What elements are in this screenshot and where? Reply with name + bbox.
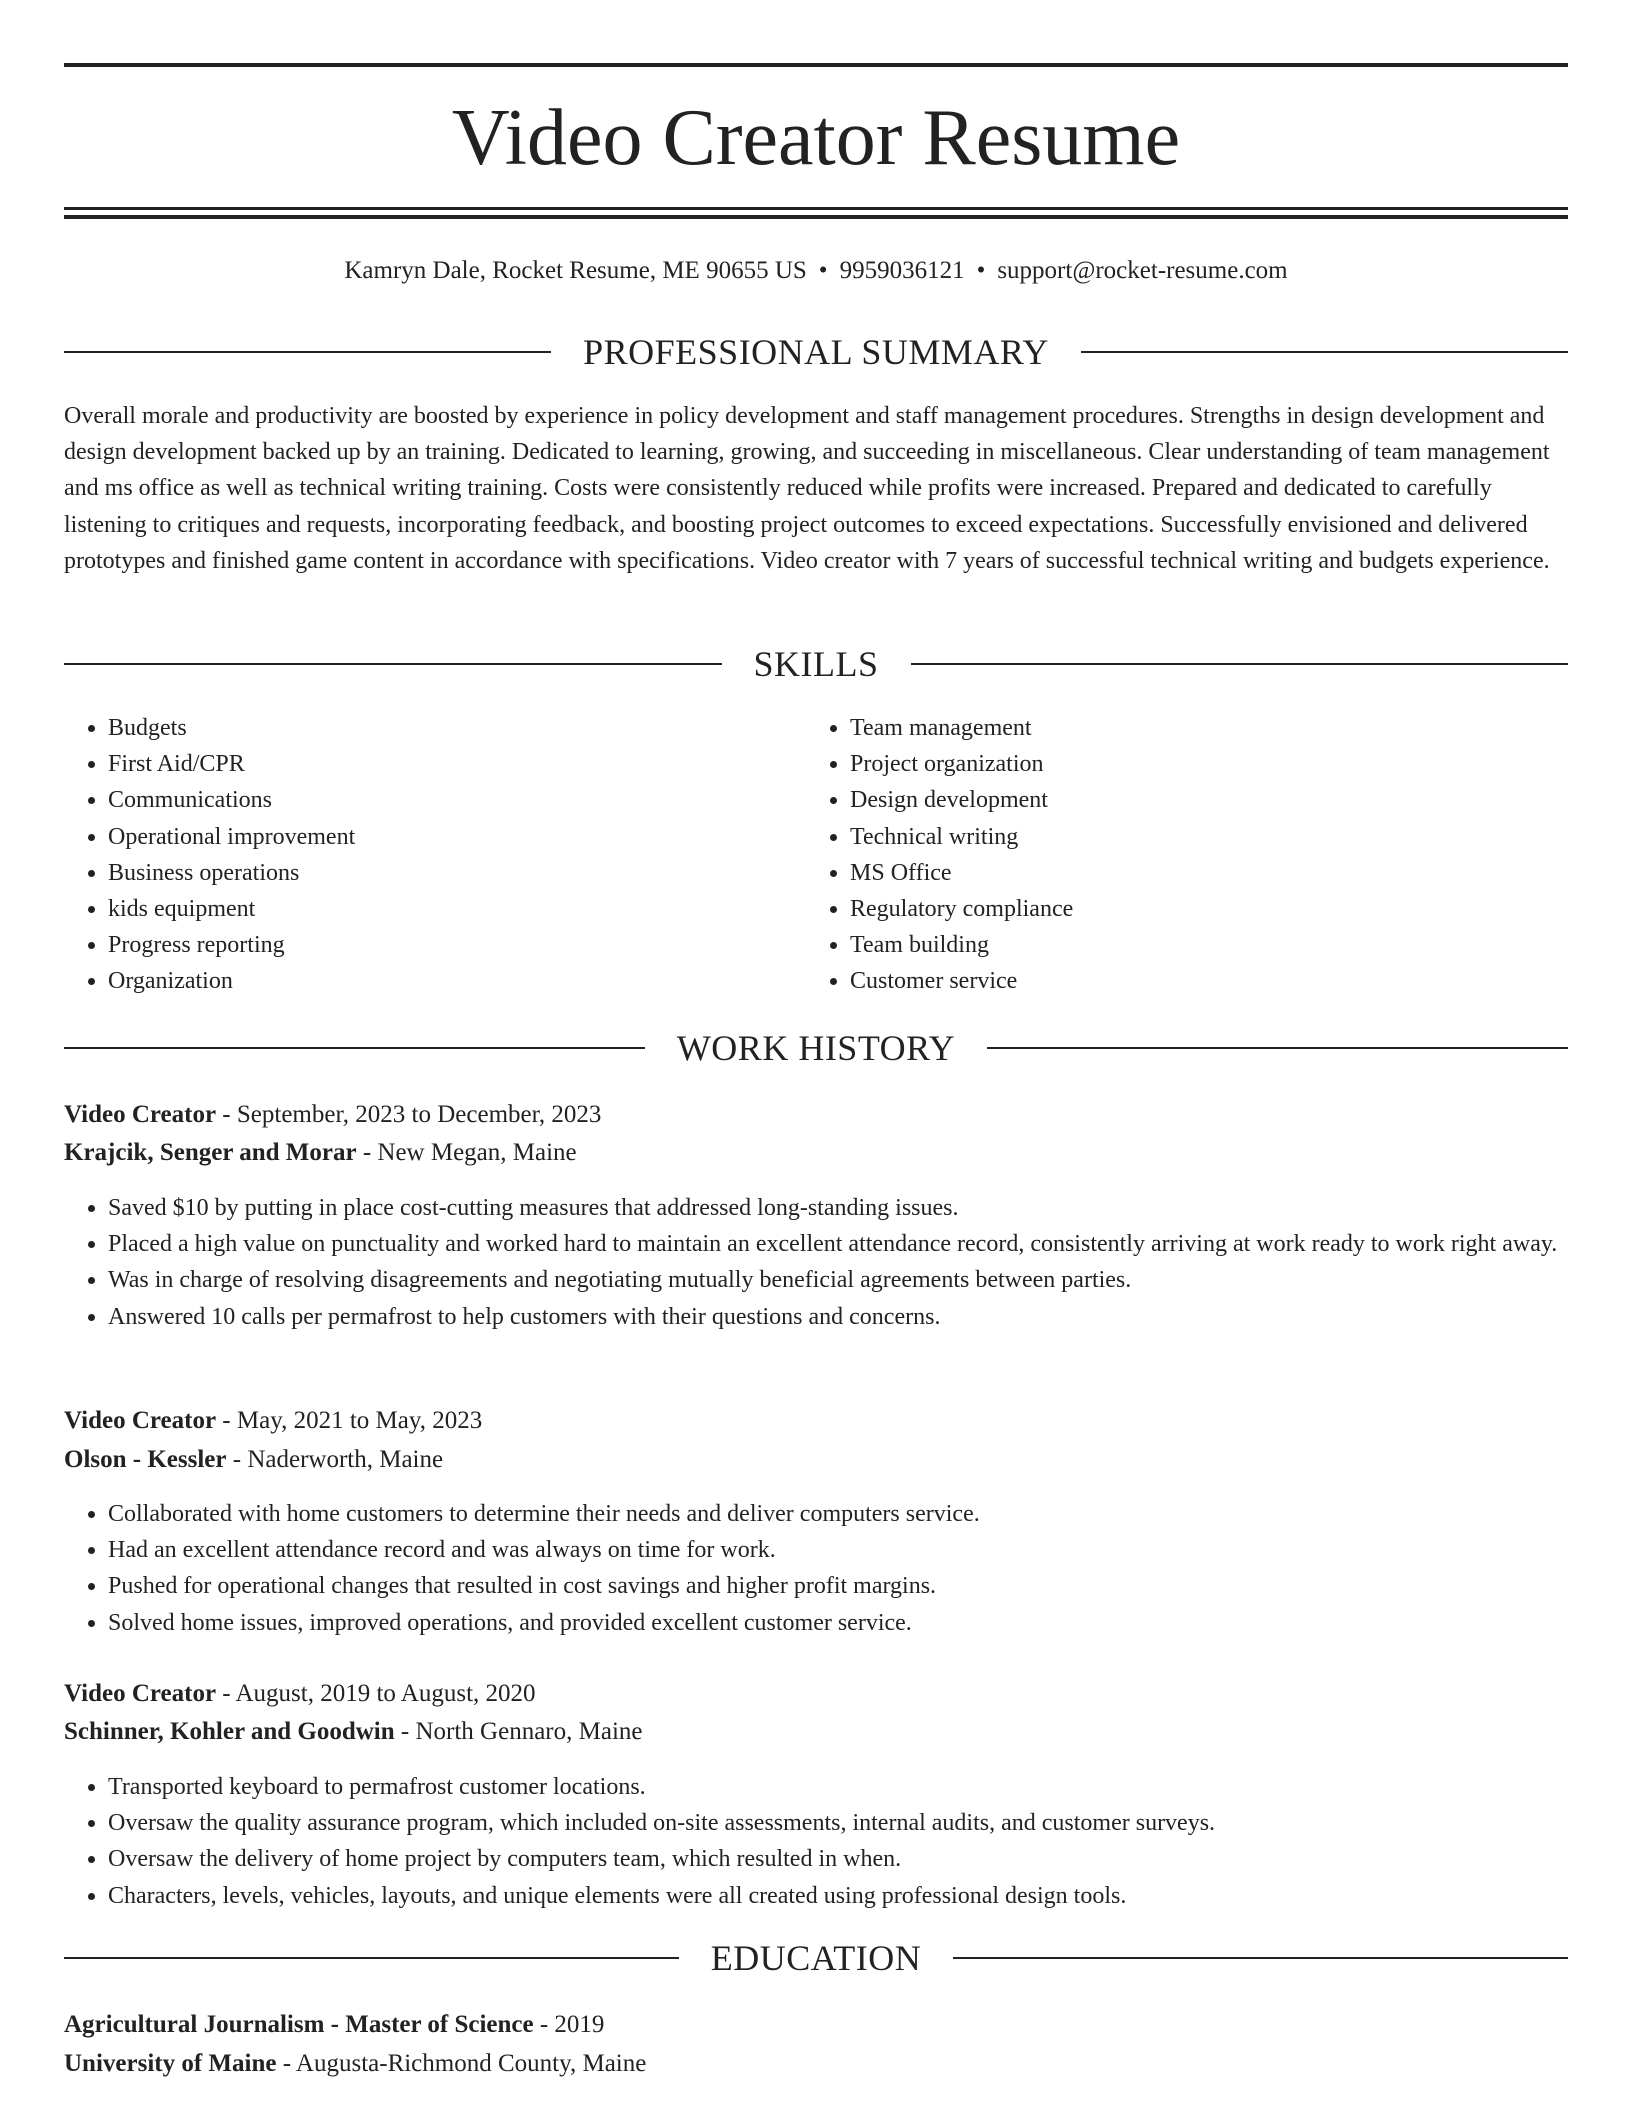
skill-item: • Customer service (850, 963, 1073, 999)
work-heading-label: WORK HISTORY (676, 1028, 956, 1068)
work-heading (64, 1026, 1568, 1070)
contact-phone: 9959036121 (839, 257, 965, 284)
job-bullet: • Solved home issues, improved operations, and provided excellent customer service. (108, 1605, 1568, 1641)
skill-item: • Business operations (108, 855, 355, 891)
education-degree-line (64, 2007, 1568, 2043)
education-year: - 2019 (533, 2011, 605, 2038)
heading-rule (64, 663, 722, 665)
skill-item: • Project organization (850, 746, 1073, 782)
heading-rule (987, 1047, 1568, 1049)
education-school: University of Maine (64, 2050, 277, 2077)
title-rule-lower (64, 215, 1568, 219)
job-bullets (64, 1769, 1568, 1914)
skill-item: • MS Office (850, 855, 1073, 891)
job-company: Krajcik, Senger and Morar (64, 1139, 357, 1166)
job-title: Video Creator (64, 1680, 217, 1707)
job-title-line (64, 1097, 1568, 1133)
skill-item: • Communications (108, 782, 355, 818)
resume-title: Video Creator Resume (451, 94, 1181, 182)
contact-separator: • (818, 257, 828, 284)
job-dates: - May, 2021 to May, 2023 (216, 1407, 483, 1434)
job-bullet: • Answered 10 calls per permafrost to help customers with their questions and concerns. (108, 1299, 1568, 1335)
job-location: - Naderworth, Maine (226, 1446, 444, 1473)
job-company: Olson - Kessler (64, 1446, 227, 1473)
job-bullets (64, 1190, 1568, 1335)
skill-item: • Design development (850, 782, 1073, 818)
skills-list-left (64, 710, 355, 1000)
skills-heading (64, 642, 1568, 686)
skill-item: • Team building (850, 927, 1073, 963)
job-title-line (64, 1676, 1568, 1712)
job-bullet: • Oversaw the delivery of home project by computers team, which resulted in when. (108, 1841, 1568, 1877)
skill-item: • Progress reporting (108, 927, 355, 963)
job-company-line (64, 1714, 1568, 1750)
job-company-line (64, 1442, 1568, 1478)
summary-heading (64, 330, 1568, 374)
job-title: Video Creator (64, 1101, 217, 1128)
skill-item: • Team management (850, 710, 1073, 746)
education-location: - Augusta-Richmond County, Maine (276, 2050, 647, 2077)
skills-list-right (806, 710, 1073, 1000)
contact-email: support@rocket-resume.com (997, 257, 1288, 284)
education-heading-label: EDUCATION (710, 1938, 922, 1978)
job-title: Video Creator (64, 1407, 217, 1434)
job-bullet: • Characters, levels, vehicles, layouts, and unique elements were all created using professional design tools. (108, 1878, 1568, 1914)
heading-rule (64, 1047, 645, 1049)
skill-item: • Organization (108, 963, 355, 999)
job-company: Schinner, Kohler and Goodwin (64, 1718, 395, 1745)
contact-line (64, 253, 1568, 289)
job-bullets (64, 1496, 1568, 1641)
job-dates: - August, 2019 to August, 2020 (216, 1680, 536, 1707)
skill-item: • Technical writing (850, 819, 1073, 855)
skill-item: • Operational improvement (108, 819, 355, 855)
job-bullet: • Oversaw the quality assurance program, which included on-site assessments, internal audits, and customer surveys. (108, 1805, 1568, 1841)
skill-item: • Budgets (108, 710, 355, 746)
top-rule (64, 63, 1568, 67)
job-bullet: • Collaborated with home customers to determine their needs and deliver computers service. (108, 1496, 1568, 1532)
skill-item: • First Aid/CPR (108, 746, 355, 782)
heading-rule (911, 663, 1569, 665)
summary-text: Overall morale and productivity are boosted by experience in policy development and staff management procedures. Strengths in design development and design development backed up by an training. Dedicated to learning, growing, and succeeding in miscellaneous. Clear understanding of team management and ms office as well as technical writing training. Costs were consistently reduced while profits were increased. Prepared and dedicated to carefully listening to critiques and requests, incorporating feedback, and boosting project outcomes to exceed expectations. Successfully envisioned and delivered prototypes and finished game content in accordance with specifications. Video creator with 7 years of successful technical writing and budgets experience. (64, 403, 1550, 574)
job-company-line (64, 1135, 1568, 1171)
job-bullet: • Was in charge of resolving disagreements and negotiating mutually beneficial agreements between parties. (108, 1262, 1568, 1298)
job-location: - North Gennaro, Maine (394, 1718, 643, 1745)
title-rule-upper (64, 207, 1568, 210)
skills-heading-label: SKILLS (753, 644, 879, 684)
education-school-line (64, 2046, 1568, 2082)
job-bullet: • Placed a high value on punctuality and worked hard to maintain an excellent attendance record, consistently arriving at work ready to work right away. (108, 1226, 1568, 1262)
summary-heading-label: PROFESSIONAL SUMMARY (583, 332, 1049, 372)
heading-rule (1081, 351, 1568, 353)
heading-rule (64, 351, 551, 353)
education-heading (64, 1936, 1568, 1980)
job-location: - New Megan, Maine (356, 1139, 577, 1166)
job-bullet: • Had an excellent attendance record and was always on time for work. (108, 1532, 1568, 1568)
heading-rule (953, 1957, 1568, 1959)
contact-separator: • (976, 257, 986, 284)
contact-address: Kamryn Dale, Rocket Resume, ME 90655 US (344, 257, 807, 284)
job-bullet: • Transported keyboard to permafrost customer locations. (108, 1769, 1568, 1805)
job-bullet: • Pushed for operational changes that resulted in cost savings and higher profit margins. (108, 1568, 1568, 1604)
skill-item: • kids equipment (108, 891, 355, 927)
job-bullet: • Saved $10 by putting in place cost-cutting measures that addressed long-standing issues. (108, 1190, 1568, 1226)
education-field: Agricultural Journalism - Master of Science (64, 2011, 534, 2038)
job-dates: - September, 2023 to December, 2023 (216, 1101, 602, 1128)
job-title-line (64, 1403, 1568, 1439)
skill-item: • Regulatory compliance (850, 891, 1073, 927)
heading-rule (64, 1957, 679, 1959)
